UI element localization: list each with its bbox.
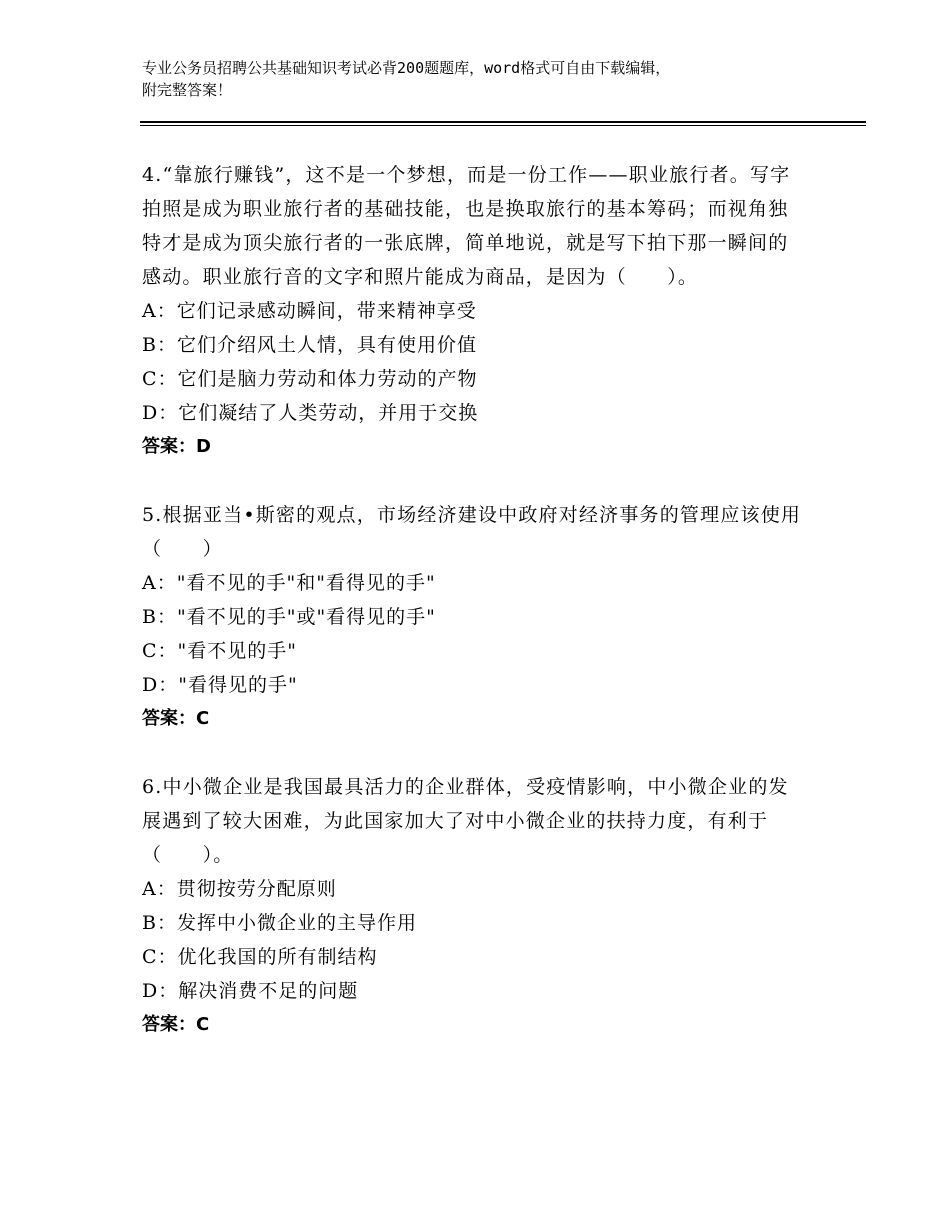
option-c: C：它们是脑力劳动和体力劳动的产物 — [142, 368, 478, 390]
answer: 答案：C — [142, 708, 210, 729]
option-a: A：贯彻按劳分配原则 — [142, 878, 337, 900]
option-d: D：解决消费不足的问题 — [142, 980, 359, 1002]
question-6 — [142, 770, 802, 1042]
question-text: 4.“靠旅行赚钱”，这不是一个梦想，而是一份工作——职业旅行者。写字拍照是成为职业旅行者的基础技能，也是换取旅行的基本筹码；而视角独特才是成为顶尖旅行者的一张底牌，简单地说，就是写下拍下那一瞬间的感动。职业旅行音的文字和照片能成为商品，是因为（ ）。 — [142, 164, 791, 288]
option-b: B：它们介绍风土人情，具有使用价值 — [142, 334, 477, 356]
option-d: D："看得见的手" — [142, 674, 298, 696]
page-header — [142, 57, 832, 101]
question-4 — [142, 158, 802, 464]
option-c: C："看不见的手" — [142, 640, 298, 662]
option-a: A："看不见的手"和"看得见的手" — [142, 572, 436, 594]
header-line-2: 附完整答案！ — [142, 81, 233, 99]
question-list — [142, 158, 802, 1076]
question-5 — [142, 498, 802, 736]
question-text: 5.根据亚当•斯密的观点，市场经济建设中政府对经济事务的管理应该使用（ ） — [142, 504, 802, 560]
option-d: D：它们凝结了人类劳动，并用于交换 — [142, 402, 479, 424]
option-b: B："看不见的手"或"看得见的手" — [142, 606, 436, 628]
header-line-1: 专业公务员招聘公共基础知识考试必背200题题库，word格式可自由下载编辑， — [142, 59, 671, 77]
option-a: A：它们记录感动瞬间，带来精神享受 — [142, 300, 477, 322]
answer: 答案：C — [142, 1014, 210, 1035]
option-c: C：优化我国的所有制结构 — [142, 946, 378, 968]
option-b: B：发挥中小微企业的主导作用 — [142, 912, 417, 934]
header-rule-thick — [140, 121, 866, 123]
question-text: 6.中小微企业是我国最具活力的企业群体，受疫情影响，中小微企业的发展遇到了较大困难，为此国家加大了对中小微企业的扶持力度，有利于（ ）。 — [142, 776, 789, 866]
header-rule-thin — [140, 125, 866, 126]
answer: 答案：D — [142, 436, 211, 457]
